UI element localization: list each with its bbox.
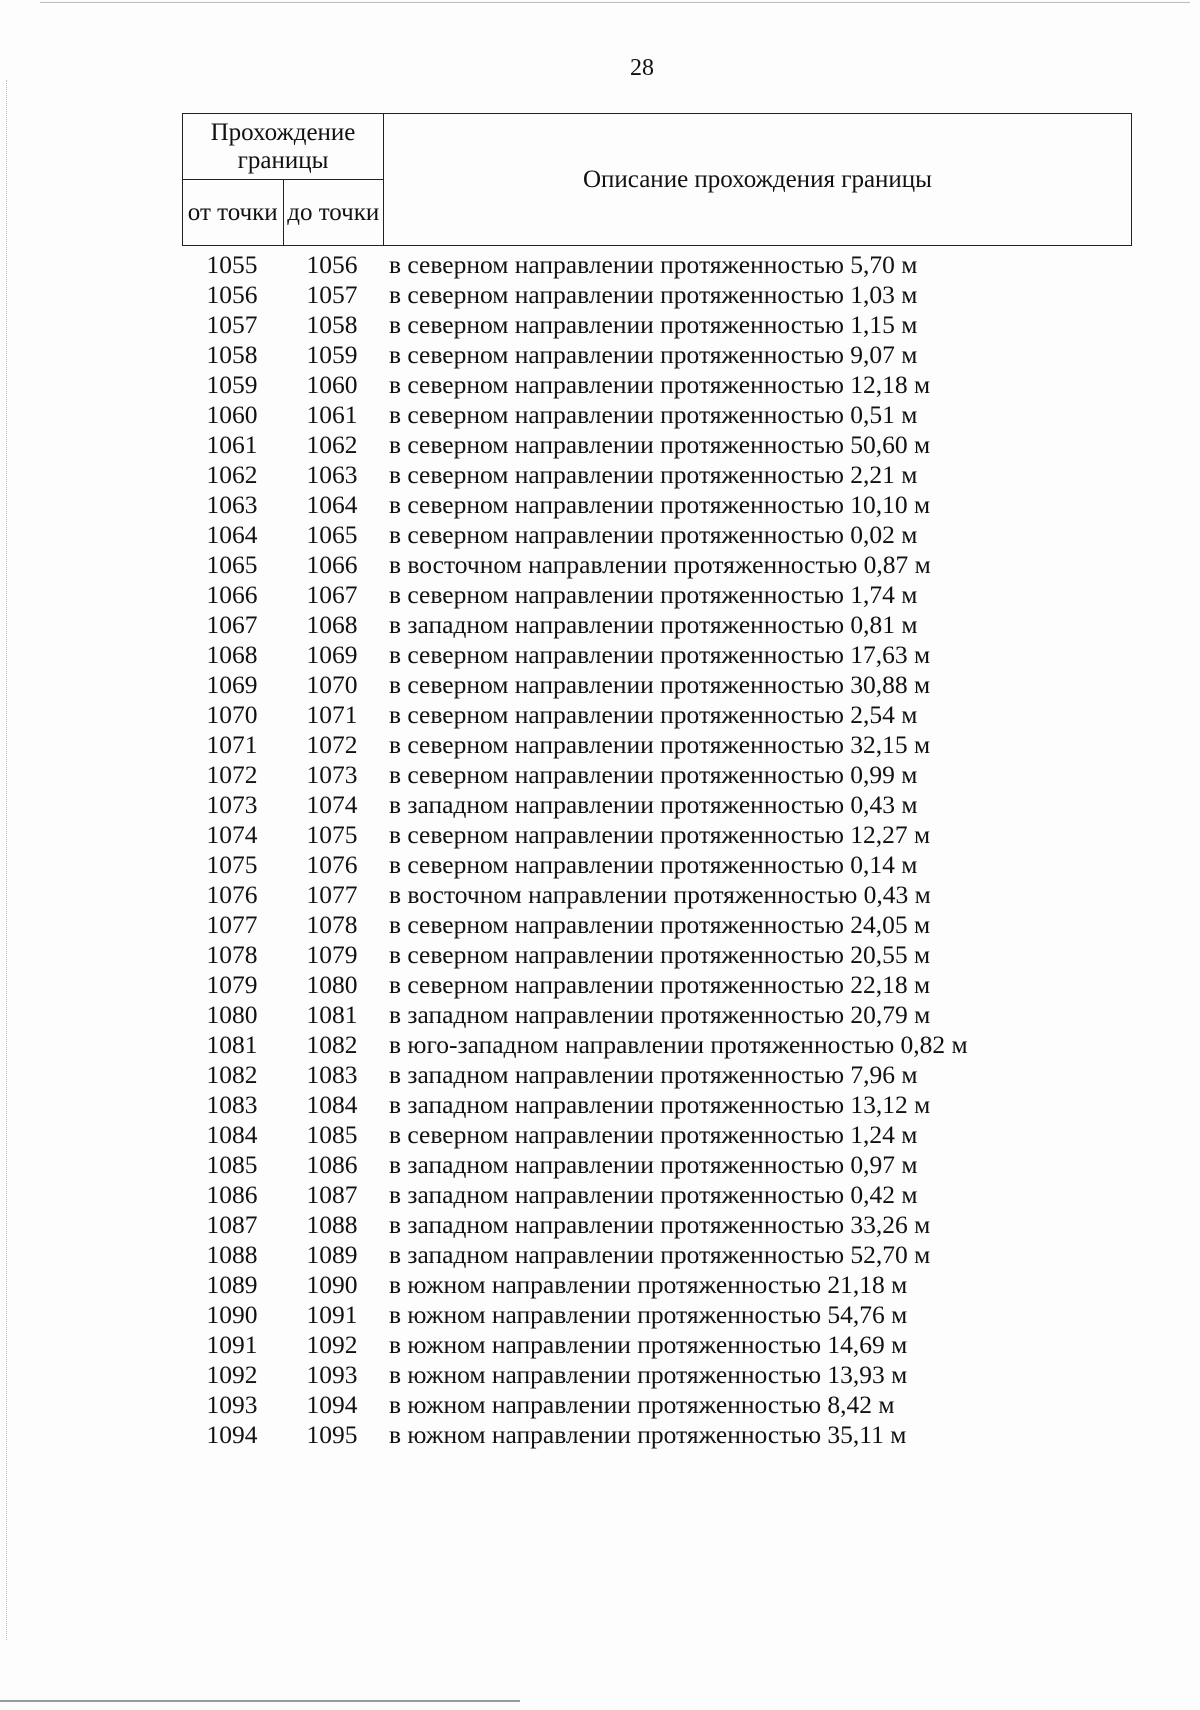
table-row (182, 280, 1082, 310)
passage-description: в северном направлении протяженностью 1,74 м (389, 580, 918, 609)
passage-description: в северном направлении протяженностью 17,63 м (389, 640, 931, 669)
header-from-point: от точки (183, 180, 284, 246)
table-row (182, 640, 1082, 670)
point-from: 1060 (206, 400, 258, 429)
point-from: 1058 (206, 340, 258, 369)
point-from: 1067 (206, 610, 258, 639)
point-to: 1064 (306, 490, 358, 519)
point-from: 1092 (206, 1360, 258, 1389)
table-row (182, 1300, 1082, 1330)
point-to: 1094 (306, 1390, 358, 1419)
point-from: 1090 (206, 1300, 258, 1329)
passage-description: в северном направлении протяженностью 24,05 м (389, 910, 931, 939)
point-to: 1075 (306, 820, 358, 849)
passage-description: в северном направлении протяженностью 5,70 м (389, 250, 918, 279)
table-row (182, 580, 1082, 610)
point-to: 1066 (306, 550, 358, 579)
passage-description: в западном направлении протяженностью 13,12 м (389, 1090, 931, 1119)
point-to: 1073 (306, 760, 358, 789)
point-from: 1072 (206, 760, 258, 789)
point-from: 1086 (206, 1180, 258, 1209)
passage-description: в западном направлении протяженностью 33,26 м (389, 1210, 931, 1239)
passage-description: в северном направлении протяженностью 0,99 м (389, 760, 918, 789)
point-to: 1083 (306, 1060, 358, 1089)
table-row (182, 610, 1082, 640)
point-from: 1065 (206, 550, 258, 579)
passage-description: в северном направлении протяженностью 12,27 м (389, 820, 931, 849)
passage-description: в северном направлении протяженностью 32,15 м (389, 730, 931, 759)
passage-description: в северном направлении протяженностью 2,54 м (389, 700, 918, 729)
table-row (182, 1270, 1082, 1300)
table-row (182, 370, 1082, 400)
passage-description: в западном направлении протяженностью 0,43 м (389, 790, 918, 819)
point-to: 1057 (306, 280, 358, 309)
point-from: 1085 (206, 1150, 258, 1179)
passage-description: в северном направлении протяженностью 0,14 м (389, 850, 918, 879)
point-to: 1084 (306, 1090, 358, 1119)
point-from: 1079 (206, 970, 258, 999)
point-to: 1082 (306, 1030, 358, 1059)
point-from: 1082 (206, 1060, 258, 1089)
page-number: 28 (630, 55, 654, 81)
table-row (182, 730, 1082, 760)
passage-description: в западном направлении протяженностью 0,81 м (389, 610, 918, 639)
table-row (182, 340, 1082, 370)
point-to: 1095 (306, 1420, 358, 1449)
passage-description: в северном направлении протяженностью 12,18 м (389, 370, 931, 399)
table-body (182, 250, 1082, 1450)
header-description: Описание прохождения границы (384, 114, 1132, 246)
table-row (182, 700, 1082, 730)
table-row (182, 1150, 1082, 1180)
point-to: 1065 (306, 520, 358, 549)
point-to: 1071 (306, 700, 358, 729)
point-to: 1062 (306, 430, 358, 459)
table-row (182, 1060, 1082, 1090)
table-row (182, 880, 1082, 910)
passage-description: в южном направлении протяженностью 35,11 м (389, 1420, 907, 1449)
point-to: 1072 (306, 730, 358, 759)
passage-description: в восточном направлении протяженностью 0,43 м (389, 880, 931, 909)
point-from: 1071 (206, 730, 258, 759)
table-row (182, 1120, 1082, 1150)
point-to: 1058 (306, 310, 358, 339)
point-from: 1073 (206, 790, 258, 819)
point-from: 1081 (206, 1030, 258, 1059)
point-to: 1069 (306, 640, 358, 669)
point-from: 1089 (206, 1270, 258, 1299)
point-from: 1066 (206, 580, 258, 609)
point-from: 1087 (206, 1210, 258, 1239)
point-to: 1068 (306, 610, 358, 639)
table-row (182, 760, 1082, 790)
table-row (182, 430, 1082, 460)
scan-edge-top (40, 2, 1190, 3)
passage-description: в северном направлении протяженностью 0,02 м (389, 520, 918, 549)
passage-description: в южном направлении протяженностью 14,69 м (389, 1330, 908, 1359)
point-from: 1064 (206, 520, 258, 549)
table-row (182, 1240, 1082, 1270)
passage-description: в северном направлении протяженностью 9,07 м (389, 340, 918, 369)
passage-description: в северном направлении протяженностью 0,51 м (389, 400, 918, 429)
passage-description: в южном направлении протяженностью 54,76 м (389, 1300, 908, 1329)
table-row (182, 910, 1082, 940)
table-row (182, 1030, 1082, 1060)
point-to: 1087 (306, 1180, 358, 1209)
point-from: 1063 (206, 490, 258, 519)
point-from: 1076 (206, 880, 258, 909)
table-row (182, 1210, 1082, 1240)
point-to: 1079 (306, 940, 358, 969)
point-from: 1077 (206, 910, 258, 939)
point-from: 1074 (206, 820, 258, 849)
point-to: 1085 (306, 1120, 358, 1149)
point-to: 1089 (306, 1240, 358, 1269)
point-from: 1094 (206, 1420, 258, 1449)
passage-description: в северном направлении протяженностью 1,15 м (389, 310, 918, 339)
point-to: 1088 (306, 1210, 358, 1239)
scan-edge-left (6, 80, 7, 1640)
point-to: 1060 (306, 370, 358, 399)
table-row (182, 670, 1082, 700)
point-to: 1090 (306, 1270, 358, 1299)
point-to: 1056 (306, 250, 358, 279)
table-row (182, 790, 1082, 820)
table-row (182, 1330, 1082, 1360)
point-from: 1091 (206, 1330, 258, 1359)
table-row (182, 400, 1082, 430)
point-from: 1055 (206, 250, 258, 279)
header-passage: Прохождение границы (183, 114, 384, 180)
header-to-point: до точки (283, 180, 384, 246)
table-header (182, 113, 1132, 246)
point-from: 1059 (206, 370, 258, 399)
passage-description: в северном направлении протяженностью 20,55 м (389, 940, 931, 969)
passage-description: в восточном направлении протяженностью 0,87 м (389, 550, 931, 579)
table-row (182, 1390, 1082, 1420)
table-row (182, 490, 1082, 520)
table-row (182, 1090, 1082, 1120)
passage-description: в северном направлении протяженностью 30,88 м (389, 670, 931, 699)
table-row (182, 310, 1082, 340)
table-row (182, 820, 1082, 850)
point-to: 1061 (306, 400, 358, 429)
table-row (182, 850, 1082, 880)
point-to: 1076 (306, 850, 358, 879)
point-to: 1070 (306, 670, 358, 699)
point-from: 1057 (206, 310, 258, 339)
table-row (182, 520, 1082, 550)
table-row (182, 460, 1082, 490)
point-to: 1093 (306, 1360, 358, 1389)
table-row (182, 250, 1082, 280)
passage-description: в западном направлении протяженностью 52,70 м (389, 1240, 931, 1269)
point-to: 1077 (306, 880, 358, 909)
point-from: 1061 (206, 430, 258, 459)
point-from: 1056 (206, 280, 258, 309)
passage-description: в южном направлении протяженностью 21,18 м (389, 1270, 908, 1299)
passage-description: в северном направлении протяженностью 1,24 м (389, 1120, 918, 1149)
point-to: 1092 (306, 1330, 358, 1359)
passage-description: в северном направлении протяженностью 1,03 м (389, 280, 918, 309)
point-from: 1093 (206, 1390, 258, 1419)
scan-edge-bottom (0, 1700, 520, 1702)
table-row (182, 1180, 1082, 1210)
passage-description: в северном направлении протяженностью 10,10 м (389, 490, 931, 519)
passage-description: в северном направлении протяженностью 50,60 м (389, 430, 931, 459)
table-row (182, 940, 1082, 970)
point-to: 1074 (306, 790, 358, 819)
table-row (182, 550, 1082, 580)
point-from: 1069 (206, 670, 258, 699)
point-to: 1078 (306, 910, 358, 939)
point-to: 1086 (306, 1150, 358, 1179)
point-from: 1080 (206, 1000, 258, 1029)
passage-description: в юго-западном направлении протяженностью 0,82 м (389, 1030, 968, 1059)
point-to: 1081 (306, 1000, 358, 1029)
point-from: 1078 (206, 940, 258, 969)
point-from: 1083 (206, 1090, 258, 1119)
point-to: 1080 (306, 970, 358, 999)
table-row (182, 1000, 1082, 1030)
passage-description: в южном направлении протяженностью 8,42 м (389, 1390, 895, 1419)
passage-description: в северном направлении протяженностью 2,21 м (389, 460, 918, 489)
passage-description: в западном направлении протяженностью 0,42 м (389, 1180, 918, 1209)
point-to: 1059 (306, 340, 358, 369)
point-from: 1062 (206, 460, 258, 489)
point-to: 1063 (306, 460, 358, 489)
passage-description: в западном направлении протяженностью 0,97 м (389, 1150, 918, 1179)
table-row (182, 1360, 1082, 1390)
table-row (182, 1420, 1082, 1450)
passage-description: в западном направлении протяженностью 7,96 м (389, 1060, 918, 1089)
point-from: 1070 (206, 700, 258, 729)
point-to: 1067 (306, 580, 358, 609)
passage-description: в северном направлении протяженностью 22,18 м (389, 970, 931, 999)
passage-description: в южном направлении протяженностью 13,93 м (389, 1360, 908, 1389)
point-from: 1068 (206, 640, 258, 669)
point-from: 1088 (206, 1240, 258, 1269)
passage-description: в западном направлении протяженностью 20,79 м (389, 1000, 931, 1029)
table-row (182, 970, 1082, 1000)
point-to: 1091 (306, 1300, 358, 1329)
point-from: 1084 (206, 1120, 258, 1149)
point-from: 1075 (206, 850, 258, 879)
